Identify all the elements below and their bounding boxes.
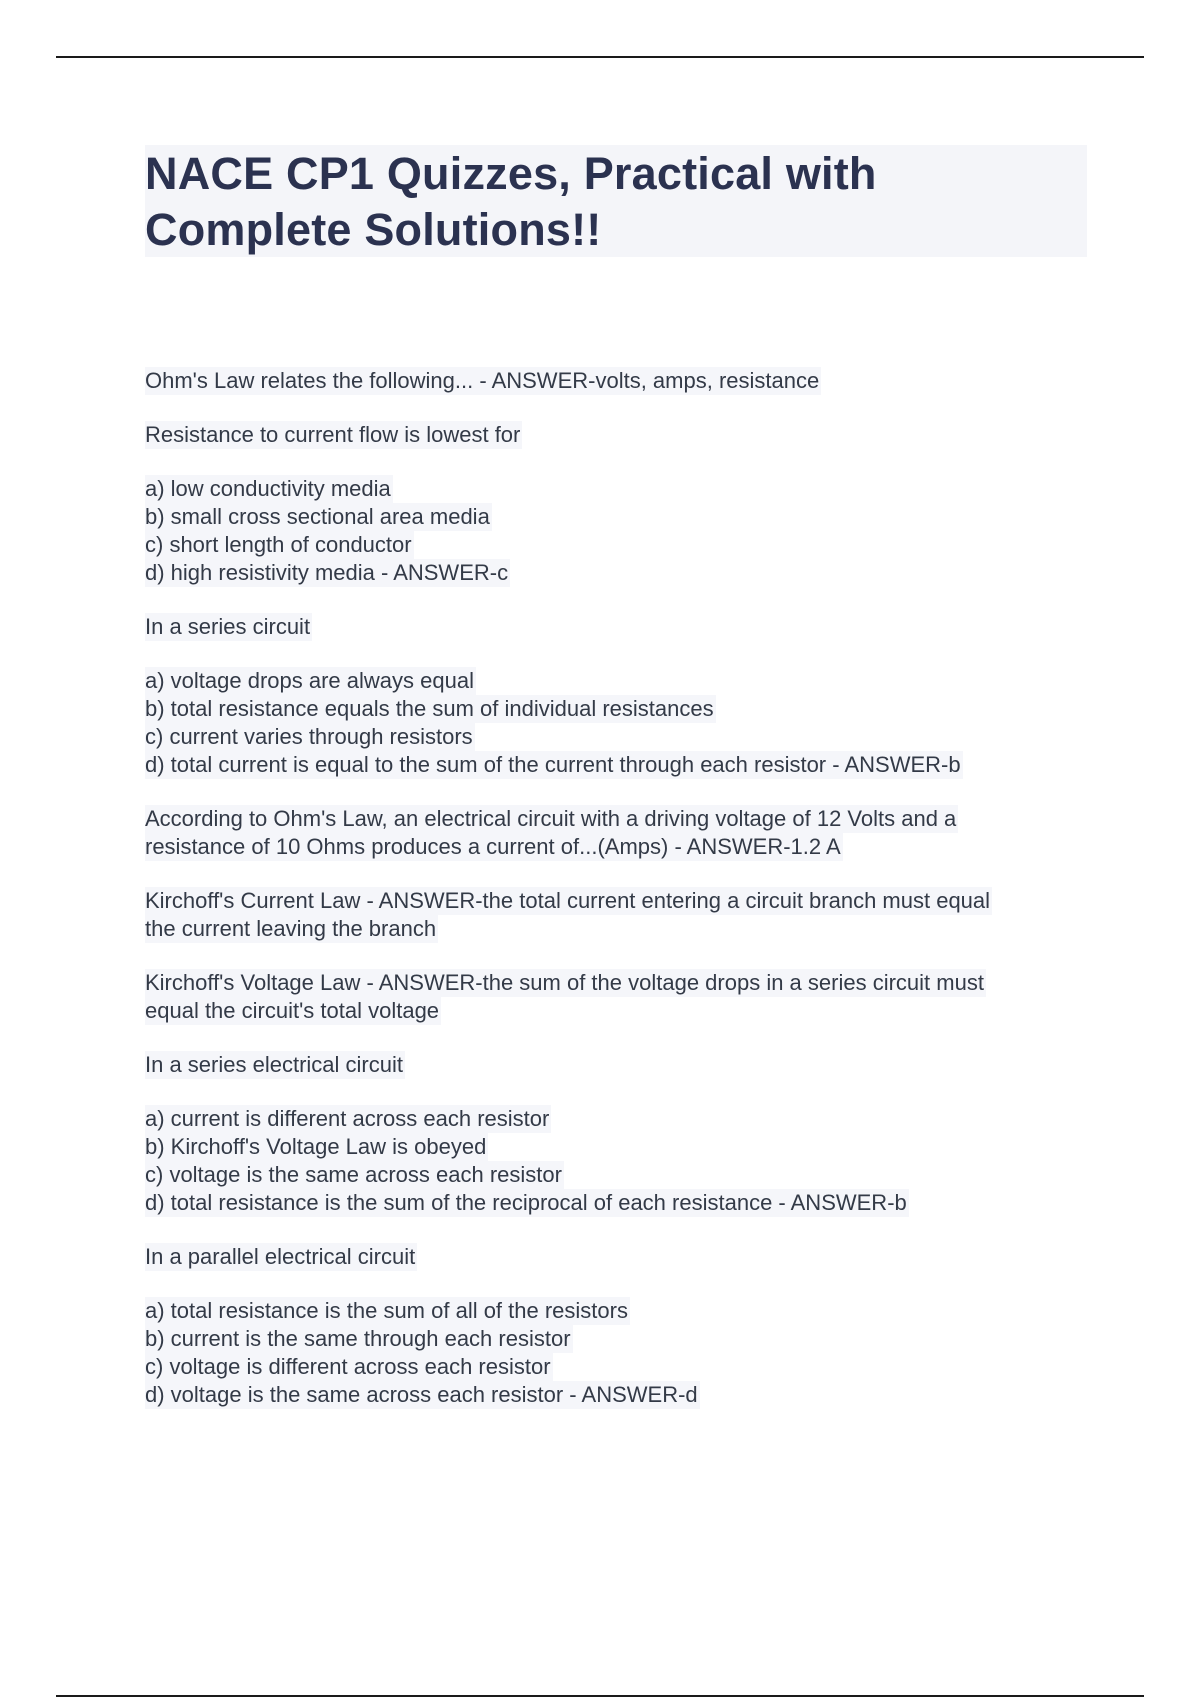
- qa-block: [145, 1297, 1087, 1409]
- text-line-row: [145, 667, 1087, 695]
- title-box: [145, 145, 1087, 257]
- text-line: d) high resistivity media - ANSWER-c: [145, 560, 509, 585]
- qa-block: [145, 805, 1087, 861]
- text-line: Kirchoff's Current Law - ANSWER-the total current entering a circuit branch must equal: [145, 888, 991, 913]
- text-line-row: [145, 751, 1087, 779]
- text-line-row: [145, 559, 1087, 587]
- qa-block: [145, 1105, 1087, 1217]
- document-title: NACE CP1 Quizzes, Practical with Complete Solutions!!: [145, 148, 877, 255]
- text-line-row: [145, 997, 1087, 1025]
- text-line-row: [145, 1189, 1087, 1217]
- text-line-row: [145, 1133, 1087, 1161]
- text-line: Kirchoff's Voltage Law - ANSWER-the sum of the voltage drops in a series circuit must: [145, 970, 984, 995]
- text-line: a) voltage drops are always equal: [145, 668, 474, 693]
- text-line: b) total resistance equals the sum of individual resistances: [145, 696, 714, 721]
- text-line-row: [145, 915, 1087, 943]
- qa-block: [145, 421, 1087, 449]
- text-line-row: [145, 531, 1087, 559]
- text-line-row: [145, 1325, 1087, 1353]
- text-line-row: [145, 613, 1087, 641]
- text-line: the current leaving the branch: [145, 916, 437, 941]
- qa-block: [145, 475, 1087, 587]
- text-line: c) voltage is different across each resistor: [145, 1354, 551, 1379]
- text-line: a) total resistance is the sum of all of the resistors: [145, 1298, 628, 1323]
- text-line: b) small cross sectional area media: [145, 504, 490, 529]
- qa-block: [145, 667, 1087, 779]
- qa-list: [145, 367, 1087, 1435]
- text-line: resistance of 10 Ohms produces a current of...(Amps) - ANSWER-1.2 A: [145, 834, 841, 859]
- text-line-row: [145, 723, 1087, 751]
- text-line: In a series circuit: [145, 614, 311, 639]
- qa-block: [145, 1243, 1087, 1271]
- qa-block: [145, 367, 1087, 395]
- text-line-row: [145, 805, 1087, 833]
- text-line: d) voltage is the same across each resistor - ANSWER-d: [145, 1382, 698, 1407]
- text-line-row: [145, 969, 1087, 997]
- text-line-row: [145, 1243, 1087, 1271]
- text-line-row: [145, 887, 1087, 915]
- qa-block: [145, 613, 1087, 641]
- text-line-row: [145, 1381, 1087, 1409]
- text-line: c) voltage is the same across each resistor: [145, 1162, 562, 1187]
- text-line-row: [145, 1353, 1087, 1381]
- text-line-row: [145, 1161, 1087, 1189]
- text-line-row: [145, 475, 1087, 503]
- text-line: c) current varies through resistors: [145, 724, 473, 749]
- qa-block: [145, 1051, 1087, 1079]
- text-line: b) Kirchoff's Voltage Law is obeyed: [145, 1134, 487, 1159]
- text-line: In a series electrical circuit: [145, 1052, 403, 1077]
- bottom-rule: [56, 1695, 1144, 1697]
- text-line-row: [145, 367, 1087, 395]
- document-body: [145, 145, 1087, 1407]
- text-line-row: [145, 1051, 1087, 1079]
- text-line: According to Ohm's Law, an electrical circuit with a driving voltage of 12 Volts and a: [145, 806, 957, 831]
- text-line: a) low conductivity media: [145, 476, 391, 501]
- text-line: d) total current is equal to the sum of the current through each resistor - ANSWER-b: [145, 752, 961, 777]
- text-line: Resistance to current flow is lowest for: [145, 422, 521, 447]
- text-line: equal the circuit's total voltage: [145, 998, 440, 1023]
- text-line: Ohm's Law relates the following... - ANSWER-volts, amps, resistance: [145, 368, 820, 393]
- text-line: b) current is the same through each resistor: [145, 1326, 571, 1351]
- top-rule: [56, 56, 1144, 58]
- qa-block: [145, 969, 1087, 1025]
- text-line-row: [145, 1105, 1087, 1133]
- text-line: c) short length of conductor: [145, 532, 412, 557]
- text-line: a) current is different across each resistor: [145, 1106, 550, 1131]
- text-line-row: [145, 695, 1087, 723]
- text-line: d) total resistance is the sum of the reciprocal of each resistance - ANSWER-b: [145, 1190, 907, 1215]
- text-line-row: [145, 503, 1087, 531]
- text-line-row: [145, 421, 1087, 449]
- text-line: In a parallel electrical circuit: [145, 1244, 416, 1269]
- text-line-row: [145, 833, 1087, 861]
- text-line-row: [145, 1297, 1087, 1325]
- qa-block: [145, 887, 1087, 943]
